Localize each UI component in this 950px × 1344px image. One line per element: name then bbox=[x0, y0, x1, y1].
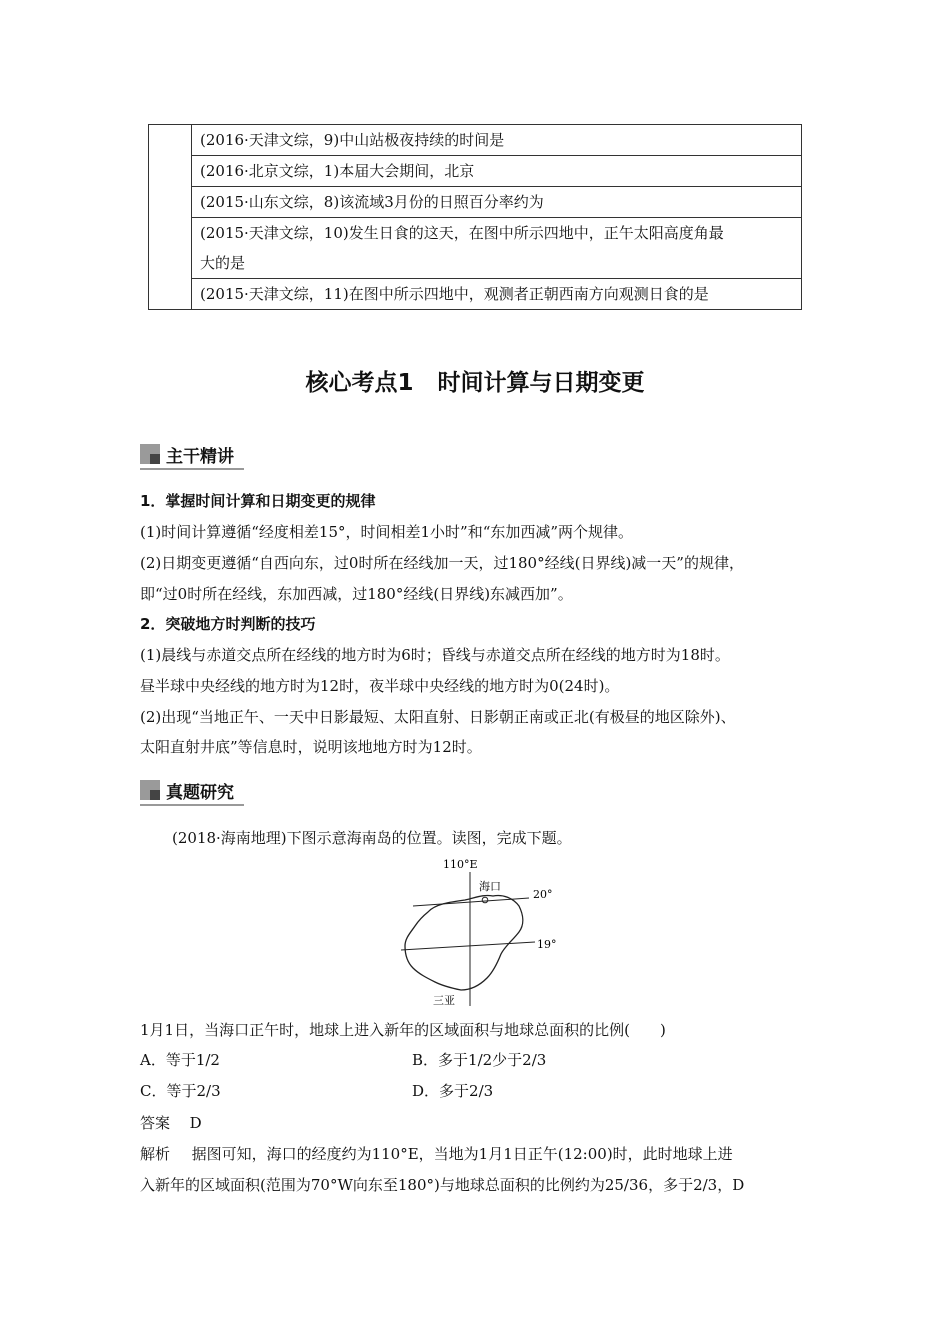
city-north-label: 海口 bbox=[479, 880, 501, 893]
section-marker-icon bbox=[140, 780, 160, 800]
table-row: (2016·北京文综，1)本届大会期间，北京 bbox=[192, 156, 802, 187]
point-title-2: 2．突破地方时判断的技巧 bbox=[140, 615, 316, 633]
section-title-number: 核心考点1 bbox=[305, 370, 414, 396]
option-d[interactable]: D．多于2/3 bbox=[412, 1082, 494, 1100]
hainan-island-outline bbox=[405, 895, 523, 990]
section-marker-icon bbox=[140, 444, 160, 464]
table-row-line: (2015·天津文综，10)发生日食的这天，在图中所示四地中，正午太阳高度角最 bbox=[200, 224, 724, 242]
section-title-text: 时间计算与日期变更 bbox=[437, 370, 645, 396]
answer-value: D bbox=[189, 1114, 202, 1132]
table-blank-cell bbox=[149, 125, 192, 310]
table-row: (2016·天津文综，9)中山站极夜持续的时间是 bbox=[192, 125, 802, 156]
question-intro: (2018·海南地理)下图示意海南岛的位置。读图，完成下题。 bbox=[172, 829, 572, 847]
subhead-research-text: 真题研究 bbox=[166, 782, 234, 803]
paragraph: (1)时间计算遵循“经度相差15°，时间相差1小时”和“东加西减”两个规律。 bbox=[140, 523, 634, 541]
subhead-research bbox=[140, 777, 234, 803]
answer-label: 答案 bbox=[140, 1114, 171, 1132]
paragraph: 即“过0时所在经线，东加西减，过180°经线(日界线)东减西加”。 bbox=[140, 585, 573, 603]
question-stem: 1月1日，当海口正午时，地球上进入新年的区域面积与地球总面积的比例( ) bbox=[140, 1021, 666, 1039]
subhead-main-text: 主干精讲 bbox=[166, 446, 234, 467]
paragraph: (1)晨线与赤道交点所在经线的地方时为6时；昏线与赤道交点所在经线的地方时为18时。 bbox=[140, 646, 730, 664]
answer-line bbox=[140, 1113, 830, 1133]
table-row: (2015·天津文综，11)在图中所示四地中，观测者正朝西南方向观测日食的是 bbox=[192, 279, 802, 310]
latitude-line-19 bbox=[401, 942, 535, 950]
option-c[interactable]: C．等于2/3 bbox=[140, 1082, 221, 1100]
subhead-main bbox=[140, 441, 234, 467]
paragraph: 昼半球中央经线的地方时为12时，夜半球中央经线的地方时为0(24时)。 bbox=[140, 677, 620, 695]
table-row bbox=[192, 218, 802, 279]
point-title-1: 1．掌握时间计算和日期变更的规律 bbox=[140, 492, 376, 510]
lat-20-label: 20° bbox=[533, 888, 553, 901]
lat-19-label: 19° bbox=[537, 938, 557, 951]
longitude-label: 110°E bbox=[443, 858, 478, 871]
paragraph: 太阳直射井底”等信息时，说明该地地方时为12时。 bbox=[140, 738, 482, 756]
haikou-point-icon bbox=[482, 897, 488, 903]
option-b[interactable]: B．多于1/2少于2/3 bbox=[412, 1051, 547, 1069]
paragraph: (2)出现“当地正午、一天中日影最短、太阳直射、日影朝正南或正北(有极昼的地区除外)、 bbox=[140, 708, 736, 726]
section-title bbox=[0, 364, 950, 397]
hainan-map bbox=[395, 854, 565, 1009]
analysis-label: 解析 bbox=[140, 1145, 171, 1163]
option-a[interactable]: A．等于1/2 bbox=[140, 1051, 220, 1069]
table-row-line: 大的是 bbox=[200, 254, 246, 272]
city-south-label: 三亚 bbox=[433, 994, 455, 1007]
analysis-text: 据图可知，海口的经度约为110°E，当地为1月1日正午(12:00)时，此时地球上进 bbox=[191, 1145, 733, 1163]
table-row: (2015·山东文综，8)该流域3月份的日照百分率约为 bbox=[192, 187, 802, 218]
paragraph: (2)日期变更遵循“自西向东，过0时所在经线加一天，过180°经线(日界线)减一天”的规律， bbox=[140, 554, 744, 572]
analysis-line bbox=[140, 1144, 830, 1164]
source-table bbox=[148, 124, 802, 310]
analysis-continued: 入新年的区域面积(范围为70°W向东至180°)与地球总面积的比例约为25/36，多于2/3，D bbox=[140, 1176, 745, 1194]
